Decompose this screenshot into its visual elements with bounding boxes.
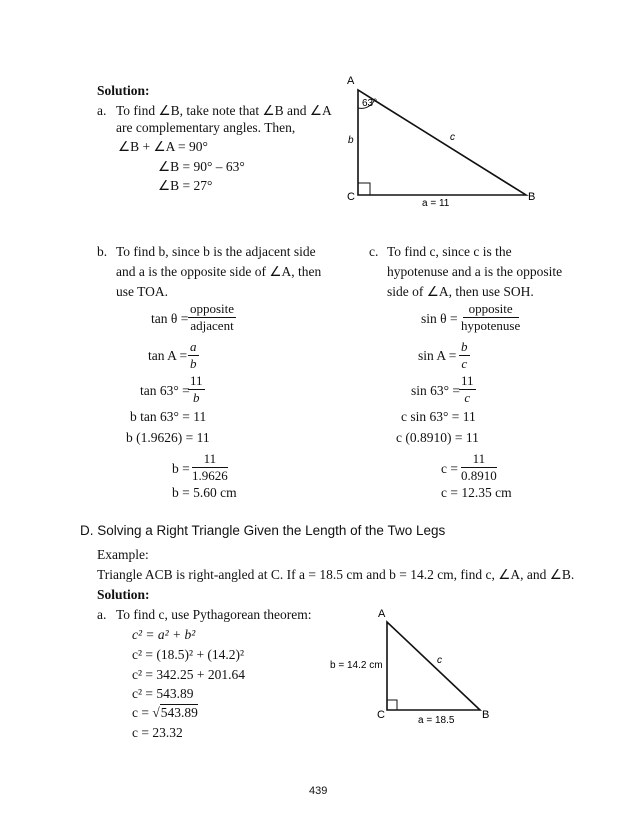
step-c-prefix: c. — [369, 244, 379, 259]
fraction-opposite-hypotenuse — [459, 302, 522, 333]
vertex-b-label-2: B — [482, 709, 490, 721]
side-a-label-2: a = 18.5 — [418, 715, 455, 726]
fraction-denominator: b — [190, 356, 197, 371]
vertex-c-label: C — [347, 191, 355, 203]
side-c-label: c — [450, 132, 455, 143]
sin-63-lhs: sin 63° = — [411, 383, 461, 398]
pythag-eq1: c² = a² + b² — [132, 627, 196, 642]
b-result: b = 5.60 cm — [172, 485, 237, 500]
vertex-b-label: B — [528, 191, 536, 203]
fraction-numerator: b — [461, 339, 468, 354]
page-number: 439 — [309, 785, 328, 797]
step-d-a-text: To find c, use Pythagorean theorem: — [116, 607, 312, 622]
pythag-eq2: c² = (18.5)² + (14.2)² — [132, 647, 245, 662]
pythag-eq5 — [132, 705, 198, 721]
fraction-numerator: 11 — [461, 452, 498, 468]
fraction-denominator: c — [461, 356, 468, 371]
triangle-2-shape — [387, 622, 480, 710]
fraction-11-over-19626 — [190, 452, 230, 483]
fraction-denominator: c — [464, 390, 471, 405]
equation-angle-sub: ∠B = 90° – 63° — [158, 159, 245, 174]
step-c-line1: To find c, since c is the — [387, 244, 512, 259]
right-angle-mark — [358, 183, 370, 195]
step-b-prefix: b. — [97, 244, 108, 259]
tan-63-lhs: tan 63° = — [140, 383, 190, 398]
fraction-denominator: 1.9626 — [192, 468, 228, 483]
section-d-heading: D. Solving a Right Triangle Given the Length of the Two Legs — [80, 523, 446, 538]
step-a-line1: To find ∠B, take note that ∠B and ∠A — [116, 103, 332, 118]
side-a-label: a = 11 — [422, 198, 450, 209]
solution-label: Solution: — [97, 83, 150, 98]
sqrt-lhs: c = — [132, 705, 149, 720]
fraction-11-over-08910 — [459, 452, 499, 483]
fraction-denominator: b — [193, 390, 200, 405]
equation-c-value: c (0.8910) = 11 — [396, 430, 479, 445]
step-b-line3: use TOA. — [116, 284, 169, 299]
tan-theta-lhs: tan θ = — [151, 311, 189, 326]
right-angle-mark-2 — [387, 700, 397, 710]
vertex-c-label-2: C — [377, 709, 385, 721]
fraction-numerator: 11 — [461, 373, 474, 388]
step-c-line2: hypotenuse and a is the opposite — [387, 264, 563, 279]
angle-label: 63° — [362, 98, 378, 109]
equation-b-tan: b tan 63° = 11 — [130, 409, 207, 424]
example-problem: Triangle ACB is right-angled at C. If a = 18.5 cm and b = 14.2 cm, find c, ∠A, and ∠B. — [97, 567, 575, 582]
sin-a-lhs: sin A = — [418, 348, 457, 363]
example-label: Example: — [97, 547, 149, 562]
sin-theta-lhs: sin θ = — [421, 311, 458, 326]
step-d-a-prefix: a. — [97, 607, 107, 622]
solution-label-d: Solution: — [97, 587, 150, 602]
side-b-label-2: b = 14.2 cm — [330, 660, 383, 671]
fraction-numerator: a — [190, 339, 197, 354]
pythag-eq4: c² = 543.89 — [132, 686, 194, 701]
tan-a-lhs: tan A = — [148, 348, 188, 363]
step-a-line2: are complementary angles. Then, — [116, 120, 296, 135]
side-b-label: b — [348, 135, 354, 146]
fraction-denominator: adjacent — [190, 318, 234, 333]
c-result: c = 12.35 cm — [441, 485, 512, 500]
sqrt-radicand: 543.89 — [160, 705, 198, 720]
fraction-b-over-c — [459, 340, 470, 371]
equation-c-sin: c sin 63° = 11 — [401, 409, 476, 424]
fraction-11-over-c — [459, 374, 476, 405]
fraction-numerator: 11 — [192, 452, 229, 468]
side-c-label-2: c — [437, 655, 442, 666]
c-equals-lhs: c = — [441, 461, 458, 476]
vertex-a-label: A — [347, 75, 355, 87]
fraction-numerator: opposite — [463, 302, 519, 318]
vertex-a-label-2: A — [378, 608, 386, 620]
fraction-denominator: 0.8910 — [461, 468, 497, 483]
fraction-a-over-b — [188, 340, 199, 371]
fraction-opposite-adjacent — [188, 302, 236, 333]
equation-angle-sum: ∠B + ∠A = 90° — [118, 139, 208, 154]
equation-angle-result: ∠B = 27° — [158, 178, 213, 193]
step-c-line3: side of ∠A, then use SOH. — [387, 284, 534, 299]
pythag-eq3: c² = 342.25 + 201.64 — [132, 667, 246, 682]
triangle-1-shape — [358, 90, 526, 195]
triangle-diagram-1 — [330, 70, 560, 215]
step-b-line1: To find b, since b is the adjacent side — [116, 244, 316, 259]
fraction-numerator: 11 — [190, 373, 203, 388]
sqrt-symbol: √ — [152, 705, 160, 720]
step-b-line2: and a is the opposite side of ∠A, then — [116, 264, 322, 279]
pythag-eq6: c = 23.32 — [132, 725, 183, 740]
step-a-prefix: a. — [97, 103, 107, 118]
equation-b-value: b (1.9626) = 11 — [126, 430, 210, 445]
b-equals-lhs: b = — [172, 461, 190, 476]
fraction-11-over-b — [188, 374, 205, 405]
triangle-diagram-2 — [320, 605, 510, 730]
fraction-denominator: hypotenuse — [461, 318, 521, 333]
fraction-numerator: opposite — [190, 301, 235, 316]
